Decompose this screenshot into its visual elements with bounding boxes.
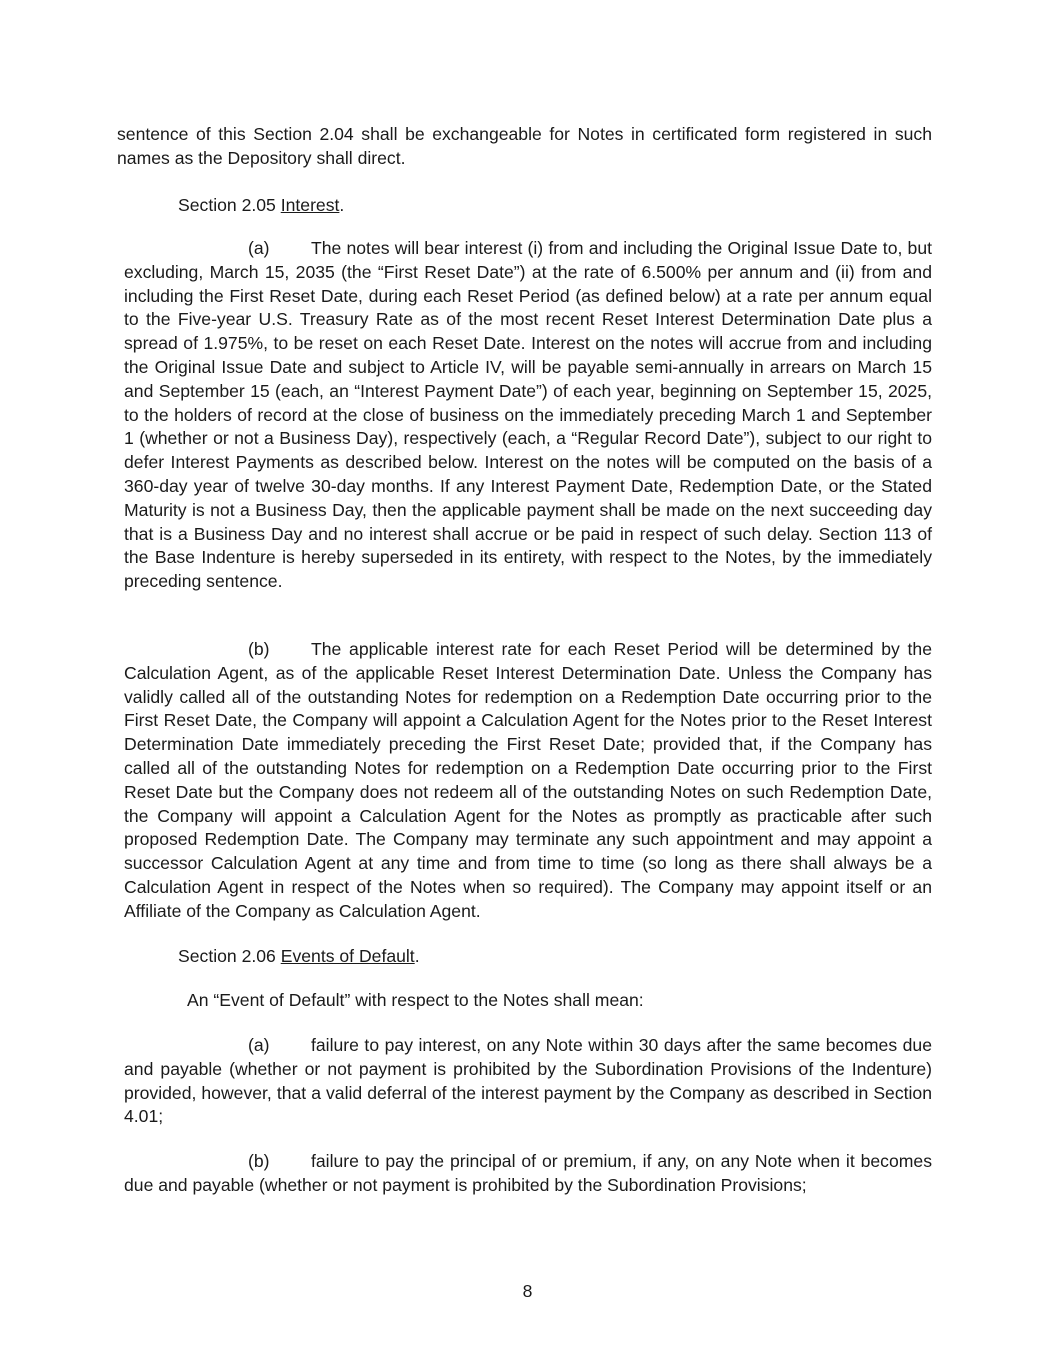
paragraph-text: The applicable interest rate for each Reset Period will be determined by the Calculation Agent, as of the applicable Reset Interest Determination Date. Unless the Company has validly called all of the outstanding Notes for redemption on a Redemption Date occurring prior to the First Reset Date, the Company will appoint a Calculation Agent for the Notes prior to the Reset Interest Determination Date immediately preceding the First Reset Date; provided that, if the Company has called all of the outstanding Notes for redemption on a Redemption Date occurring prior to the First Reset Date but the Company does not redeem all of the outstanding Notes on such Redemption Date, the Company will appoint a Calculation Agent for the Notes as promptly as practicable after such proposed Redemption Date. The Company may terminate any such appointment and may appoint a successor Calculation Agent at any time and from time to time (so long as there shall always be a Calculation Agent in respect of the Notes when so required). The Company may appoint itself or an Affiliate of the Company as Calculation Agent. [124, 639, 932, 921]
default-paragraph-a [124, 1034, 932, 1129]
section-title: Interest [280, 195, 340, 215]
section-2-06-heading: Section 2.06 Events of Default. [178, 946, 420, 966]
interest-paragraph-a [124, 237, 932, 594]
page-number: 8 [522, 1281, 533, 1301]
paragraph-marker: (b) [248, 1151, 270, 1171]
section-title: Events of Default [280, 946, 415, 966]
paragraph-marker: (a) [248, 238, 270, 258]
paragraph-text: The notes will bear interest (i) from and including the Original Issue Date to, but excluding, March 15, 2035 (the “First Reset Date”) at the rate of 6.500% per annum and (ii) from and including the First Reset Date, during each Reset Period (as defined below) at a rate per annum equal to the Five-year U.S. Treasury Rate as of the most recent Reset Interest Determination Date plus a spread of 1.975%, to be reset on each Reset Date. Interest on the notes will accrue from and including the Original Issue Date and subject to Article IV, will be payable semi-annually in arrears on March 15 and September 15 (each, an “Interest Payment Date”) of each year, beginning on September 15, 2025, to the holders of record at the close of business on the immediately preceding March 1 and September 1 (whether or not a Business Day), respectively (each, a “Regular Record Date”), subject to our right to defer Interest Payments as described below. Interest on the notes will be computed on the basis of a 360-day year of twelve 30-day months. If any Interest Payment Date, Redemption Date, or the Stated Maturity is not a Business Day, then the applicable payment shall be made on the next succeeding day that is a Business Day and no interest shall accrue or be paid in respect of such delay. Section 113 of the Base Indenture is hereby superseded in its entirety, with respect to the Notes, by the immediately preceding sentence. [124, 238, 932, 592]
section-2-05-heading: Section 2.05 Interest. [178, 195, 345, 215]
default-paragraph-b [124, 1150, 932, 1198]
section-number: Section 2.06 [178, 946, 276, 966]
paragraph-marker: (a) [248, 1035, 270, 1055]
paragraph-marker: (b) [248, 639, 270, 659]
paragraph-text: failure to pay interest, on any Note within 30 days after the same becomes due and payable (whether or not payment is prohibited by the Subordination Provisions of the Indenture) provided, however, that a valid deferral of the interest payment by the Company as described in Section 4.01; [124, 1035, 932, 1127]
events-of-default-intro: An “Event of Default” with respect to the Notes shall mean: [187, 990, 644, 1010]
paragraph-text: failure to pay the principal of or premium, if any, on any Note when it becomes due and payable (whether or not payment is prohibited by the Subordination Provisions; [124, 1151, 932, 1195]
interest-paragraph-b [124, 638, 932, 924]
section-number: Section 2.05 [178, 195, 276, 215]
continuation-paragraph: sentence of this Section 2.04 shall be exchangeable for Notes in certificated form registered in such names as the Depository shall direct. [117, 124, 932, 168]
